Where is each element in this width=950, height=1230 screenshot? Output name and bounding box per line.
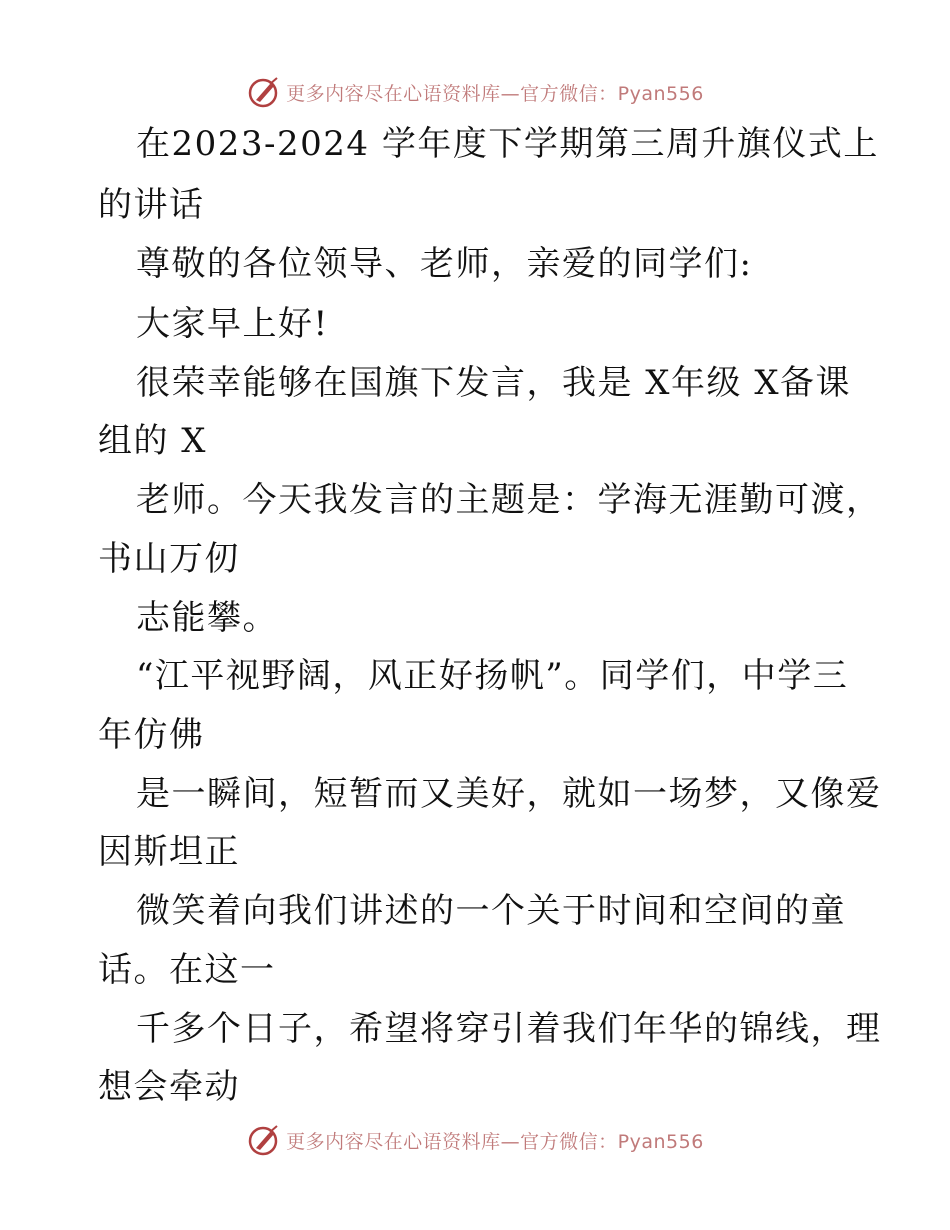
doc-line: 尊敬的各位领导、老师，亲爱的同学们: [136, 244, 753, 284]
doc-line: 年仿佛 [98, 715, 205, 755]
doc-line: 的讲话 [98, 185, 205, 225]
doc-line: 是一瞬间，短暂而又美好，就如一场梦，又像爱 [136, 774, 882, 814]
doc-line: 很荣幸能够在国旗下发言，我是 X年级 X备课 [136, 363, 852, 403]
watermark-text: 更多内容尽在心语资料库—官方微信：Pyan556 [286, 1130, 704, 1153]
doc-line: 微笑着向我们讲述的一个关于时间和空间的童 [136, 891, 846, 931]
quill-logo-icon [246, 1122, 282, 1158]
doc-line: 千多个日子，希望将穿引着我们年华的锦线，理 [136, 1009, 882, 1049]
doc-line: 志能攀。 [136, 598, 278, 638]
quill-logo-icon [246, 74, 282, 110]
header-watermark [0, 72, 950, 112]
doc-line: 话。在这一 [98, 950, 276, 990]
doc-line: 组的 X [98, 421, 208, 461]
watermark-text: 更多内容尽在心语资料库—官方微信：Pyan556 [286, 82, 704, 105]
doc-line: 书山万仞 [98, 539, 240, 579]
footer-watermark [0, 1120, 950, 1160]
doc-line: 因斯坦正 [98, 832, 240, 872]
doc-line: 大家早上好! [136, 304, 329, 344]
doc-line: 想会牵动 [98, 1067, 240, 1107]
doc-line: 在2023-2024 学年度下学期第三周升旗仪式上 [136, 124, 879, 164]
doc-line: 老师。今天我发言的主题是：学海无涯勤可渡， [136, 480, 882, 520]
doc-line: “江平视野阔，风正好扬帆”。同学们，中学三 [136, 656, 849, 696]
